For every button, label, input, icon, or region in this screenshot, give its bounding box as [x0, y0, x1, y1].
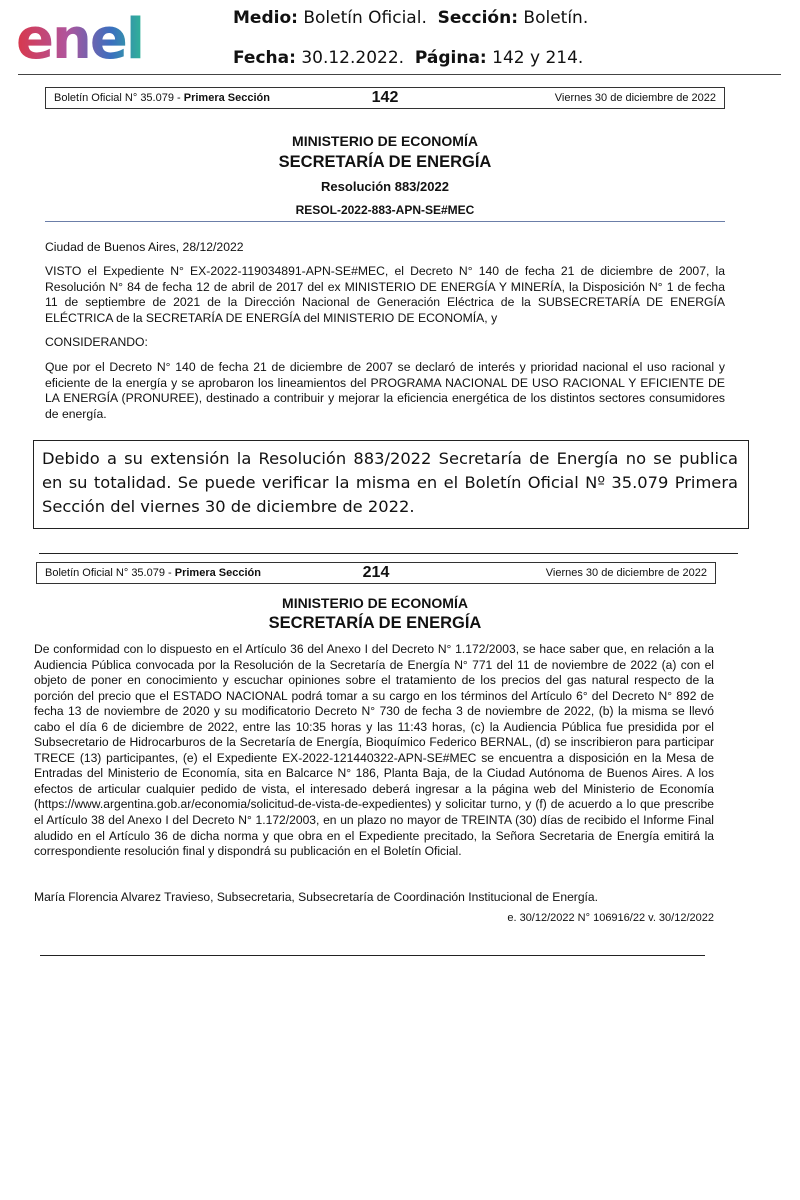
header-divider — [18, 74, 781, 75]
fecha-label: Fecha: — [233, 48, 296, 68]
publication-reference: e. 30/12/2022 N° 106916/22 v. 30/12/2022 — [507, 912, 714, 924]
resolution-code: RESOL-2022-883-APN-SE#MEC — [295, 203, 475, 217]
section-divider — [39, 553, 738, 554]
seccion-label: Sección: — [437, 8, 518, 28]
bar-left: Boletín Oficial N° 35.079 - Primera Sección — [45, 567, 261, 579]
medio-label: Medio: — [233, 8, 298, 28]
header-meta-line-1 — [233, 8, 588, 28]
boletin-bar-142 — [45, 87, 725, 109]
seccion-value: Boletín. — [523, 8, 589, 28]
medio-value: Boletín Oficial. — [303, 8, 427, 28]
signature: María Florencia Alvarez Travieso, Subsecretaria, Subsecretaría de Coordinación Institucional de Energía. — [34, 890, 598, 904]
bar-left: Boletín Oficial N° 35.079 - Primera Sección — [54, 92, 270, 104]
pagina-value: 142 y 214. — [492, 48, 584, 68]
logo-text: enel — [16, 14, 144, 72]
enel-logo — [16, 14, 176, 74]
bar-date: Viernes 30 de diciembre de 2022 — [554, 92, 716, 104]
header-meta-line-2 — [233, 48, 583, 68]
notice-box: Debido a su extensión la Resolución 883/2022 Secretaría de Energía no se publica en su totalidad. Se puede verificar la misma en el Boletín Oficial Nº 35.079 Primera Sección del viernes 30 de diciembre de 2022. — [33, 440, 749, 529]
secretaria-title: SECRETARÍA DE ENERGÍA — [268, 614, 482, 632]
title-divider — [45, 221, 725, 222]
boletin-bar-214 — [36, 562, 716, 584]
secretaria-title: SECRETARÍA DE ENERGÍA — [278, 153, 492, 171]
ministry-title: MINISTERIO DE ECONOMÍA — [292, 133, 478, 149]
resolution-title: Resolución 883/2022 — [321, 179, 449, 194]
visto-paragraph: VISTO el Expediente N° EX-2022-119034891-APN-SE#MEC, el Decreto N° 140 de fecha 21 de diciembre de 2007, la Resolución N° 84 de fecha 12 de abril de 2017 del ex MINISTERIO DE ENERGÍA Y MINERÍA, la Disposición N° 1 de fecha 11 de septiembre de 2021 de la Dirección Nacional de Generación Eléctrica de la SUBSECRETARÍA DE ENERGÍA ELÉCTRICA de la SECRETARÍA DE ENERGÍA del MINISTERIO DE ECONOMÍA, y — [45, 264, 725, 325]
place-date: Ciudad de Buenos Aires, 28/12/2022 — [45, 240, 244, 254]
considerando-heading: CONSIDERANDO: — [45, 335, 148, 349]
audiencia-paragraph: De conformidad con lo dispuesto en el Artículo 36 del Anexo I del Decreto N° 1.172/2003, se hace saber que, en relación a la Audiencia Pública convocada por la Resolución de la Secretaría de Energía N° 771 del 11 de noviembre de 2022 (a) con el objeto de poner en conocimiento y escuchar opiniones sobre el tratamiento de los precios del gas natural respecto de la porción del precio que el ESTADO NACIONAL podrá tomar a su cargo en los términos del Artículo 6° del Decreto N° 892 de fecha 13 de noviembre de 2020 y su modificatorio Decreto N° 730 de fecha 3 de noviembre de 2022, (b) la misma se llevó cabo el día 6 de diciembre de 2022, entre las 10:35 horas y las 11:43 horas, (c) la Audiencia Pública fue presidida por el Subsecretario de Hidrocarburos de la Secretaría de Energía, Bioquímico Federico BERNAL, (d) se inscribieron para participar TRECE (13) participantes, (e) el Expediente EX-2022-121440322-APN-SE#MEC se encuentra a disposición en la Mesa de Entradas del Ministerio de Economía, sita en Balcarce N° 186, Planta Baja, de la Ciudad Autónoma de Buenos Aires. A los efectos de articular cualquier pedido de vista, el interesado deberá ingresar a la página web del Ministerio de Economía (https://www.argentina.gob.ar/economia/solicitud-de-vista-de-expedientes) y solicitar turno, y (f) de acuerdo a lo que prescribe el Artículo 38 del Anexo I del Decreto N° 1.172/2003, en un plazo no mayor de TREINTA (30) días de recibido el Informe Final aludido en el Artículo 36 de dicha norma y que obra en el Expediente precitado, la Señora Secretaria de Energía emitirá la correspondiente resolución final y dispondrá su publicación en el Boletín Oficial. — [34, 642, 714, 859]
pagina-label: Página: — [414, 48, 487, 68]
bar-page-number: 214 — [362, 564, 390, 581]
bottom-divider — [40, 955, 705, 956]
fecha-value: 30.12.2022. — [301, 48, 405, 68]
bar-page-number: 142 — [371, 89, 399, 106]
ministry-title: MINISTERIO DE ECONOMÍA — [282, 595, 468, 611]
que-paragraph: Que por el Decreto N° 140 de fecha 21 de diciembre de 2007 se declaró de interés y prioridad nacional el uso racional y eficiente de la energía y se aprobaron los lineamientos del PROGRAMA NACIONAL DE USO RACIONAL Y EFICIENTE DE LA ENERGÍA (PRONUREE), destinado a contribuir y mejorar la eficiencia energética de los distintos sectores consumidores de energía. — [45, 360, 725, 421]
bar-date: Viernes 30 de diciembre de 2022 — [545, 567, 707, 579]
